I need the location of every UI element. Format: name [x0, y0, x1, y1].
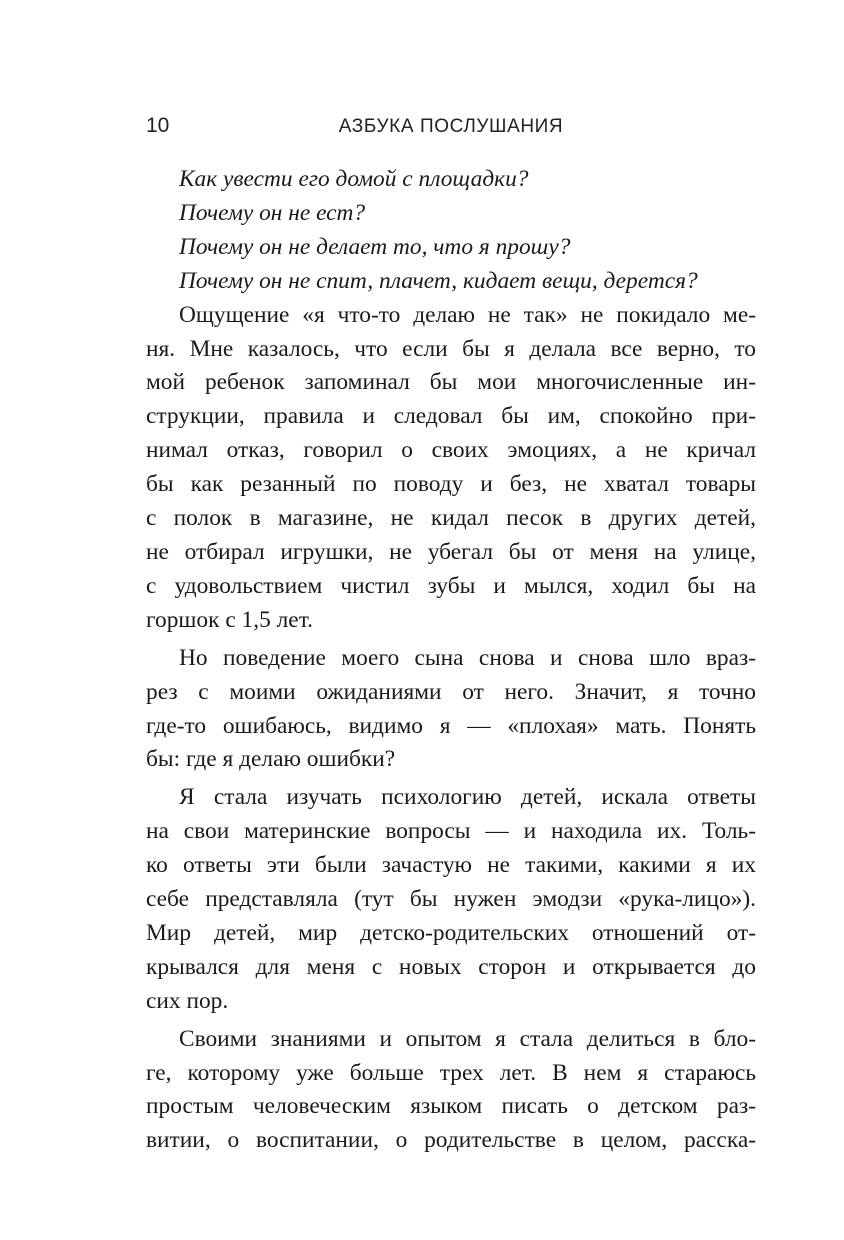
text-line: бы: где я делаю ошибки?	[146, 746, 396, 773]
text-line: где-то ошибаюсь, видимо я — «плохая» мать. Понять	[146, 712, 756, 739]
text-line: простым человеческим языком писать о детском раз-	[146, 1093, 756, 1120]
text-line: сих пор.	[146, 987, 229, 1014]
running-title: АЗБУКА ПОСЛУШАНИЯ	[338, 116, 564, 137]
text-line: ге, которому уже больше трех лет. В нем я стараюсь	[146, 1059, 756, 1086]
text-line: горшок с 1,5 лет.	[146, 606, 313, 633]
text-line: Ощущение «я что-то делаю не так» не покидало ме-	[179, 301, 756, 328]
question-line: Почему он не спит, плачет, кидает вещи, дерется?	[179, 267, 698, 294]
text-line: нимал отказ, говорил о своих эмоциях, а не кричал	[146, 437, 756, 464]
paragraph-2	[146, 642, 756, 778]
paragraph-3	[146, 781, 756, 1018]
page-number: 10	[146, 114, 170, 137]
text-line: с удовольствием чистил зубы и мылся, ходил бы на	[146, 572, 756, 599]
text-line: Но поведение моего сына снова и снова шло враз-	[179, 644, 756, 671]
paragraph-1	[146, 299, 756, 638]
text-line: струкции, правила и следовал бы им, спокойно при-	[146, 403, 756, 430]
text-line: витии, о воспитании, о родительстве в целом, расска-	[146, 1127, 756, 1154]
text-line: себе представляла (тут бы нужен эмодзи «рука-лицо»).	[146, 886, 756, 913]
text-line: не отбирал игрушки, не убегал бы от меня на улице,	[146, 538, 756, 565]
text-line: Мир детей, мир детско-родительских отношений от-	[146, 919, 756, 946]
text-line: на свои материнские вопросы — и находила их. Толь-	[146, 818, 756, 845]
text-line: Своими знаниями и опытом я стала делиться в бло-	[179, 1025, 756, 1052]
page-body	[146, 163, 756, 1158]
text-line: ко ответы эти были зачастую не такими, какими я их	[146, 852, 756, 879]
text-line: с полок в магазине, не кидал песок в других детей,	[146, 505, 756, 532]
text-line: крывался для меня с новых сторон и открывается до	[146, 953, 756, 980]
question-list	[146, 163, 756, 299]
question-line: Как увести его домой с площадки?	[179, 166, 529, 192]
running-header	[146, 114, 756, 142]
text-line: мой ребенок запоминал бы мои многочисленные ин-	[146, 369, 756, 396]
text-line: рез с моими ожиданиями от него. Значит, я точно	[146, 678, 756, 705]
question-line: Почему он не ест?	[179, 199, 366, 226]
text-line: бы как резанный по поводу и без, не хватал товары	[146, 471, 756, 498]
paragraph-4	[146, 1023, 756, 1159]
text-line: Я стала изучать психологию детей, искала ответы	[179, 784, 756, 811]
question-line: Почему он не делает то, что я прошу?	[179, 233, 571, 260]
text-line: ня. Мне казалось, что если бы я делала все верно, то	[146, 335, 756, 362]
